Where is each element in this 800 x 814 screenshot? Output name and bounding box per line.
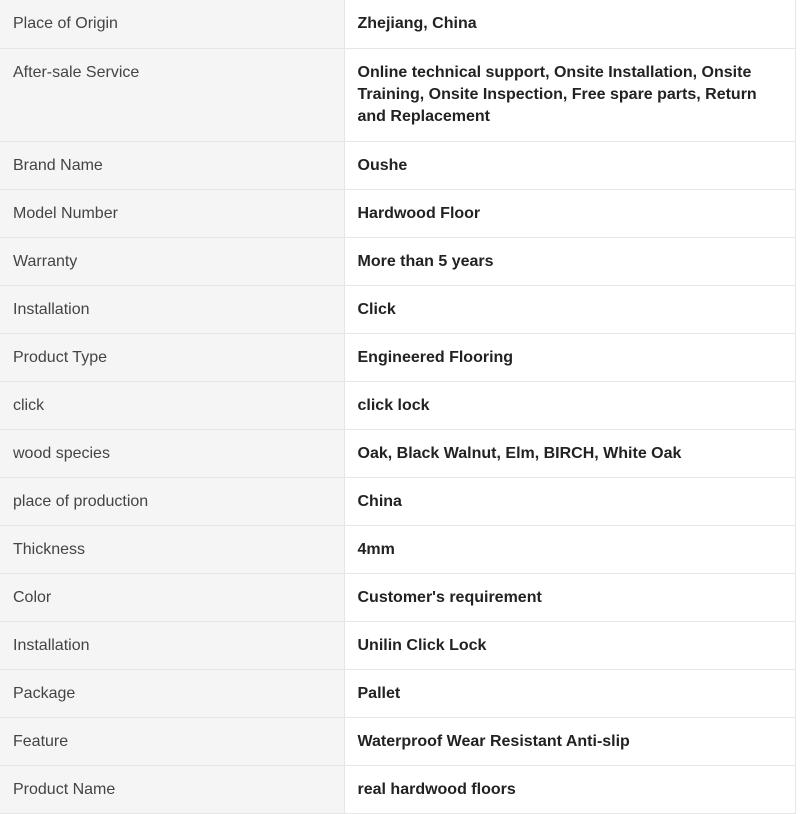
spec-value: Pallet	[344, 669, 796, 717]
spec-label: Color	[0, 573, 344, 621]
spec-label: Package	[0, 669, 344, 717]
spec-value: Online technical support, Onsite Installation, Onsite Training, Onsite Inspection, Free spare parts, Return and Replacement	[344, 48, 796, 141]
spec-value: click lock	[344, 381, 796, 429]
spec-label: Warranty	[0, 237, 344, 285]
table-row	[0, 333, 796, 381]
table-row	[0, 0, 796, 48]
spec-value: Zhejiang, China	[344, 0, 796, 48]
spec-value: Click	[344, 285, 796, 333]
spec-label: Feature	[0, 717, 344, 765]
spec-value: real hardwood floors	[344, 765, 796, 813]
spec-label: Installation	[0, 621, 344, 669]
spec-label: After-sale Service	[0, 48, 344, 141]
spec-value: Engineered Flooring	[344, 333, 796, 381]
spec-value: Customer's requirement	[344, 573, 796, 621]
spec-label: Model Number	[0, 189, 344, 237]
table-row	[0, 525, 796, 573]
table-row	[0, 717, 796, 765]
table-row	[0, 429, 796, 477]
table-row	[0, 48, 796, 141]
spec-value: 4mm	[344, 525, 796, 573]
table-row	[0, 477, 796, 525]
spec-label: Thickness	[0, 525, 344, 573]
spec-label: wood species	[0, 429, 344, 477]
spec-label: click	[0, 381, 344, 429]
spec-value: Hardwood Floor	[344, 189, 796, 237]
spec-label: Installation	[0, 285, 344, 333]
spec-value: More than 5 years	[344, 237, 796, 285]
table-row	[0, 285, 796, 333]
spec-value: Oak, Black Walnut, Elm, BIRCH, White Oak	[344, 429, 796, 477]
spec-label: Product Name	[0, 765, 344, 813]
table-row	[0, 189, 796, 237]
table-row	[0, 765, 796, 813]
spec-value: Oushe	[344, 141, 796, 189]
spec-label: Brand Name	[0, 141, 344, 189]
spec-label: Place of Origin	[0, 0, 344, 48]
spec-label: place of production	[0, 477, 344, 525]
table-row	[0, 573, 796, 621]
table-row	[0, 237, 796, 285]
spec-label: Product Type	[0, 333, 344, 381]
spec-value: Waterproof Wear Resistant Anti-slip	[344, 717, 796, 765]
table-row	[0, 381, 796, 429]
table-row	[0, 621, 796, 669]
spec-value: Unilin Click Lock	[344, 621, 796, 669]
table-row	[0, 141, 796, 189]
table-row	[0, 669, 796, 717]
spec-value: China	[344, 477, 796, 525]
